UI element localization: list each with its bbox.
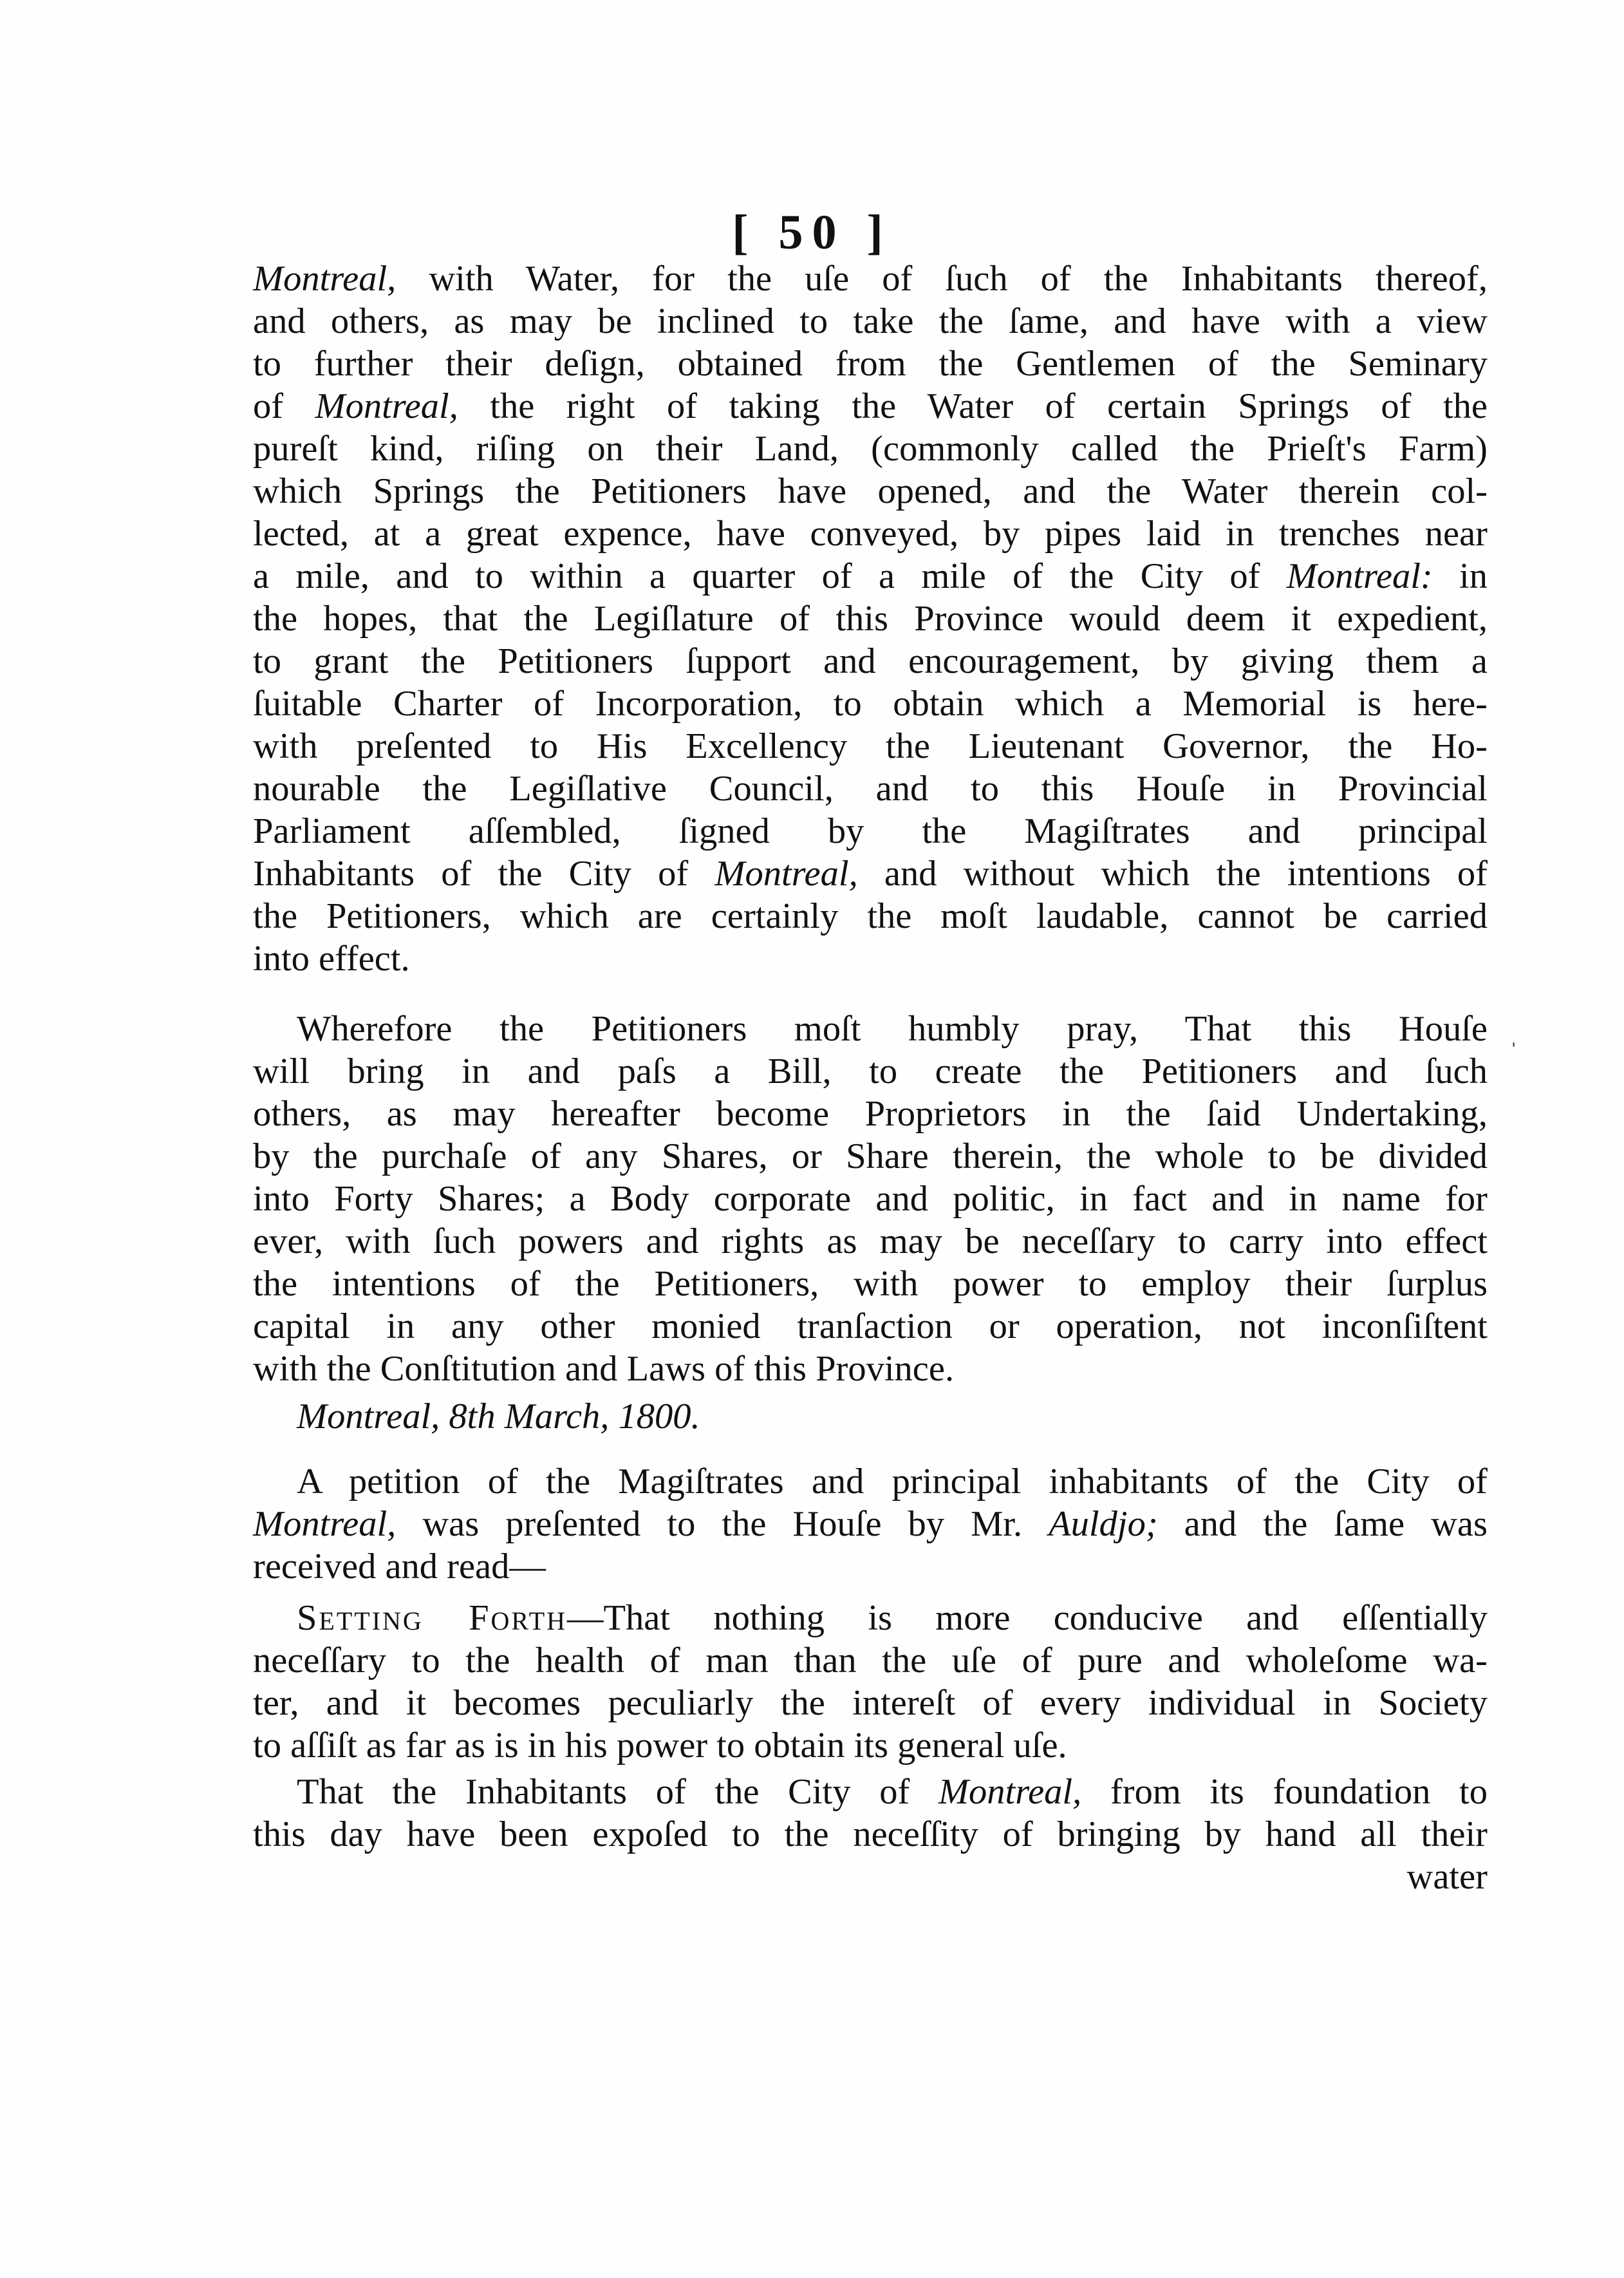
italic-place-name: Montreal: — [1286, 556, 1433, 596]
paragraph-inhabitants — [253, 1771, 1488, 1856]
text-line: Wherefore the Petitioners moſt humbly pray, That this Houſe — [297, 1009, 1488, 1049]
text-line — [253, 1724, 1488, 1767]
text-run: ſuitable Charter of Incorporation, to obtain which a Memorial is here- — [253, 684, 1488, 724]
italic-place-name: Montreal, — [253, 259, 397, 299]
text-line — [253, 1503, 1488, 1545]
text-line — [253, 300, 1488, 343]
text-run: lected, at a great expence, have conveyed, by pipes laid in trenches near — [253, 514, 1488, 554]
text-line — [253, 725, 1488, 767]
text-line — [253, 1682, 1488, 1724]
setting-forth-label: Setting Forth — [297, 1598, 568, 1638]
text-run: the Petitioners, which are certainly the moſt laudable, cannot be carried — [253, 896, 1488, 936]
text-run: ter, and it becomes peculiarly the intereſt of every individual in Society — [253, 1683, 1488, 1723]
text-line — [253, 1639, 1488, 1682]
text-run: nourable the Legiſlative Council, and to this Houſe in Provincial — [253, 769, 1488, 809]
italic-place-name: Montreal, — [938, 1772, 1082, 1812]
text-line — [253, 1597, 1488, 1639]
text-run: from its foundation to — [1081, 1772, 1488, 1812]
text-line — [253, 895, 1488, 937]
text-run: Parliament aſſembled, ſigned by the Magiſtrates and principal — [253, 811, 1488, 851]
text-line — [253, 767, 1488, 810]
text-line — [253, 343, 1488, 385]
text-line — [253, 1813, 1488, 1856]
text-line: by the purchaſe of any Shares, or Share therein, the whole to be divided — [253, 1136, 1488, 1176]
italic-place-name: Montreal, — [253, 1504, 397, 1544]
text-line: others, as may hereafter become Proprietors in the ſaid Undertaking, — [253, 1094, 1488, 1134]
text-run: received and read— — [253, 1547, 546, 1586]
catchword-text: water — [1406, 1857, 1488, 1897]
text-run: Inhabitants of the City of — [253, 854, 715, 894]
text-run: to further their deſign, obtained from the Gentlemen of the Seminary — [253, 344, 1488, 384]
text-line — [253, 640, 1488, 682]
text-run: a mile, and to within a quarter of a mile of the City of — [253, 556, 1287, 596]
text-line — [253, 598, 1488, 640]
text-line: ever, with ſuch powers and rights as may be neceſſary to carry into effect — [253, 1221, 1488, 1261]
text-run: which Springs the Petitioners have opened, and the Water therein col- — [253, 471, 1488, 511]
text-line: into Forty Shares; a Body corporate and politic, in fact and in name for — [253, 1179, 1488, 1219]
text-line — [253, 470, 1488, 513]
paragraph-petition-continued — [253, 258, 1488, 980]
text-run: A petition of the Magiſtrates and principal inhabitants of the City of — [297, 1462, 1488, 1501]
text-line — [253, 1771, 1488, 1813]
text-run: That the Inhabitants of the City of — [297, 1772, 938, 1812]
text-line — [253, 555, 1488, 598]
text-run: to grant the Petitioners ſupport and encouragement, by giving them a — [253, 641, 1488, 681]
text-run: the hopes, that the Legiſlature of this Province would deem it expedient, — [253, 599, 1488, 639]
paragraph-petition-presented — [253, 1460, 1488, 1588]
catchword — [253, 1856, 1488, 1898]
text-run: to aſſiſt as far as is in his power to obtain its general uſe. — [253, 1726, 1067, 1765]
text-line — [253, 810, 1488, 852]
text-run: neceſſary to the health of man than the uſe of pure and wholeſome wa- — [253, 1641, 1488, 1680]
text-run: and the ſame was — [1157, 1504, 1488, 1544]
text-line — [253, 258, 1488, 300]
text-run: with Water, for the uſe of ſuch of the Inhabitants thereof, — [396, 259, 1488, 299]
text-line — [253, 385, 1488, 428]
text-run: was preſented to the Houſe by Mr. — [396, 1504, 1049, 1544]
dateline-text: Montreal, 8th March, 1800. — [297, 1397, 700, 1436]
page-number: [ 50 ] — [732, 205, 892, 259]
italic-place-name: Montreal, — [315, 386, 458, 426]
text-line — [253, 682, 1488, 725]
text-run: of — [253, 386, 315, 426]
italic-place-name: Montreal, — [714, 854, 858, 894]
text-run: the right of taking the Water of certain Springs of the — [458, 386, 1488, 426]
text-run: this day have been expoſed to the neceſſity of bringing by hand all their — [253, 1814, 1488, 1854]
dateline — [253, 1395, 1488, 1438]
text-run: —That nothing is more conducive and eſſentially — [567, 1598, 1488, 1638]
text-run: into effect. — [253, 939, 410, 979]
paragraph-prayer — [253, 1008, 1488, 1390]
text-line: capital in any other monied tranſaction or operation, not inconſiſtent — [253, 1306, 1488, 1346]
paragraph-setting-forth — [253, 1597, 1488, 1767]
text-run: and others, as may be inclined to take the ſame, and have with a view — [253, 301, 1488, 341]
text-line: the intentions of the Petitioners, with power to employ their ſurplus — [253, 1264, 1488, 1304]
text-line — [253, 513, 1488, 555]
text-line — [253, 1545, 1488, 1588]
text-line — [253, 852, 1488, 895]
margin-mark: ˌ — [1509, 1018, 1518, 1047]
text-run: in — [1432, 556, 1488, 596]
text-run: with preſented to His Excellency the Lieutenant Governor, the Ho- — [253, 726, 1488, 766]
text-line — [253, 428, 1488, 470]
text-run: and without which the intentions of — [857, 854, 1488, 894]
text-run: pureſt kind, riſing on their Land, (commonly called the Prieſt's Farm) — [253, 429, 1488, 469]
italic-name: Auldjo; — [1049, 1504, 1158, 1544]
text-line: will bring in and paſs a Bill, to create the Petitioners and ſuch — [253, 1051, 1488, 1091]
text-line: with the Conſtitution and Laws of this Province. — [253, 1349, 955, 1389]
text-line — [253, 1460, 1488, 1503]
text-line — [253, 937, 1488, 980]
